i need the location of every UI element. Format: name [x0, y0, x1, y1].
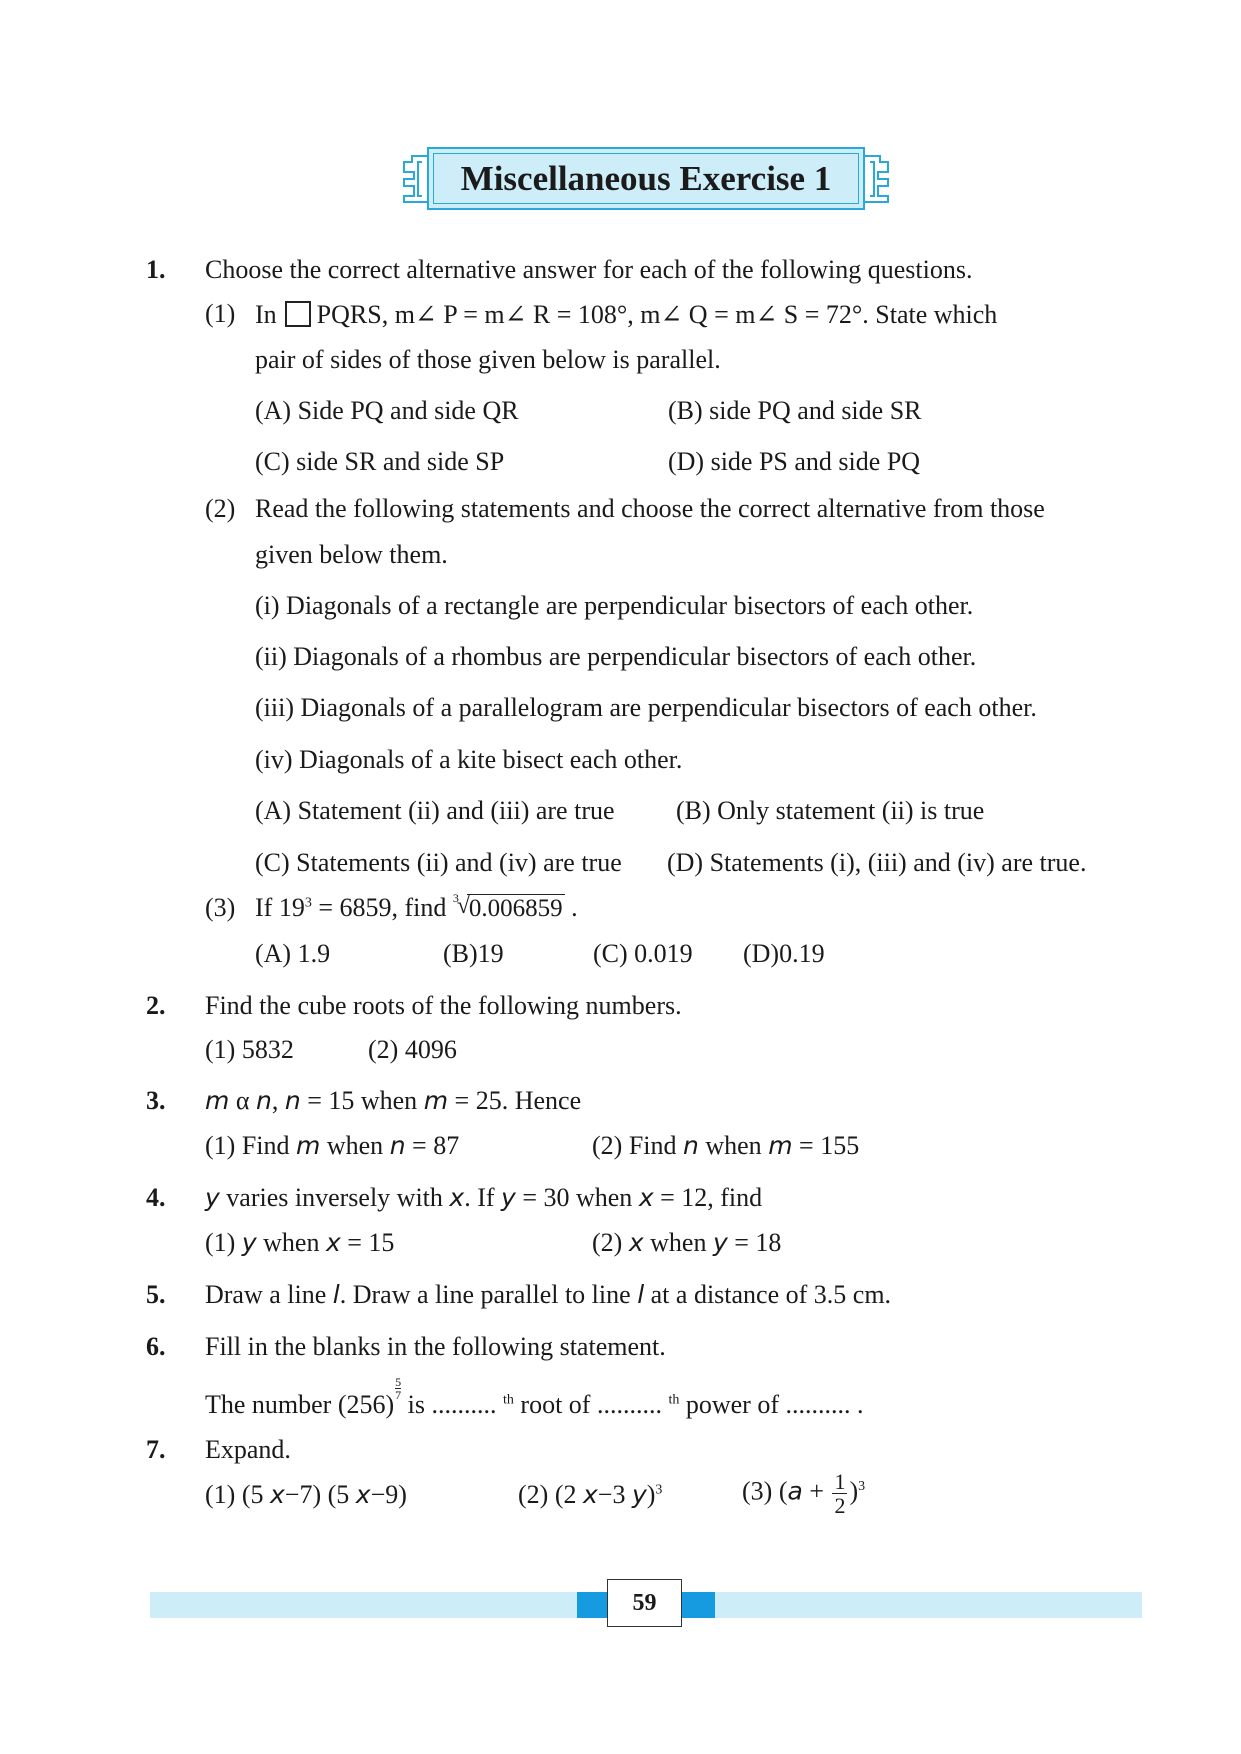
var-x: x: [638, 1183, 654, 1212]
var: y: [241, 1228, 257, 1257]
var-n: n: [284, 1086, 301, 1115]
option-a: (A) Statement (ii) and (iii) are true: [255, 796, 615, 825]
answer-item: (2) 4096: [368, 1035, 457, 1064]
text: = 30 when: [515, 1183, 639, 1212]
text: (2) (2: [518, 1480, 583, 1509]
subquestion-line: [255, 891, 578, 922]
statement-4: (iv) Diagonals of a kite bisect each other.: [255, 745, 683, 774]
find-text: = 6859, find: [311, 893, 453, 922]
text: when: [320, 1131, 390, 1160]
text: (2): [592, 1228, 629, 1257]
footer-accent-left: [577, 1592, 611, 1618]
radical-sign-icon: √: [456, 893, 471, 919]
subquestion-line: Read the following statements and choose the correct alternative from those: [255, 494, 1045, 523]
text: = 87: [405, 1131, 460, 1160]
question-number: 6.: [146, 1332, 166, 1361]
question-text: Choose the correct alternative answer for each of the following questions.: [205, 255, 973, 284]
text: when: [698, 1131, 769, 1160]
expand-item: [742, 1470, 865, 1517]
text: . If: [464, 1183, 502, 1212]
text: −9): [370, 1480, 407, 1509]
answer-item: [205, 1230, 394, 1256]
text: = 18: [727, 1228, 782, 1257]
question-number: 2.: [146, 991, 166, 1020]
var-l: l: [332, 1280, 340, 1309]
page-number: 59: [607, 1579, 682, 1627]
text: (3) (: [742, 1476, 788, 1506]
text: Draw a line: [205, 1280, 333, 1309]
var-m: m: [423, 1086, 449, 1115]
option-c: (C) 0.019: [593, 939, 693, 968]
th-suffix: th: [668, 1392, 680, 1408]
option-d: (D) side PS and side PQ: [668, 447, 921, 476]
option-d: (D)0.19: [743, 939, 825, 968]
answer-item: [592, 1133, 859, 1159]
question-text: Fill in the blanks in the following statement.: [205, 1332, 666, 1361]
text: (1) (5: [205, 1480, 270, 1509]
option-c: (C) side SR and side SP: [255, 447, 505, 476]
var-a: a: [787, 1476, 803, 1506]
var: y: [712, 1228, 728, 1257]
if-text: If 19: [255, 893, 305, 922]
var-n: n: [255, 1086, 272, 1115]
var-m: m: [205, 1086, 230, 1115]
option-a: (A) 1.9: [255, 939, 331, 968]
th-suffix: th: [503, 1392, 514, 1408]
text: = 15: [340, 1228, 395, 1257]
exp-denominator: 7: [395, 1388, 402, 1402]
denominator: 2: [834, 1493, 846, 1519]
question-text: Expand.: [205, 1435, 291, 1464]
root-index: 3: [452, 891, 459, 905]
var: n: [389, 1131, 406, 1160]
fill-blank-statement: [205, 1376, 863, 1418]
subquestion-line: given below them.: [255, 540, 448, 569]
in-label: In: [255, 300, 277, 329]
title-ornament-left-icon: [400, 152, 430, 206]
subquestion-number: (3): [205, 893, 236, 922]
question-number: 7.: [146, 1435, 166, 1464]
text: is ..........: [401, 1390, 504, 1419]
period: .: [571, 893, 578, 922]
var-x: x: [355, 1480, 371, 1509]
radicand: 0.006859: [468, 895, 563, 922]
angle-statement: PQRS, m∠ P = m∠ R = 108°, m∠ Q = m∠ S = 72°. State which: [316, 300, 998, 329]
statement-1: (i) Diagonals of a rectangle are perpendicular bisectors of each other.: [255, 591, 974, 620]
statement-3: (iii) Diagonals of a parallelogram are perpendicular bisectors of each other.: [255, 693, 1037, 722]
exp-numerator: 5: [395, 1375, 402, 1389]
option-d: (D) Statements (i), (iii) and (iv) are true.: [667, 848, 1087, 877]
text: ): [646, 1480, 656, 1509]
text: +: [802, 1476, 831, 1506]
option-c: (C) Statements (ii) and (iv) are true: [255, 848, 622, 877]
subquestion-number: (2): [205, 494, 236, 523]
text: The number: [205, 1390, 338, 1419]
alpha: α: [229, 1086, 256, 1115]
exponent: 3: [858, 1478, 866, 1494]
text: root of ..........: [513, 1390, 669, 1419]
text: (1): [205, 1228, 242, 1257]
var-y: y: [631, 1480, 647, 1509]
exponent: 3: [655, 1482, 663, 1498]
numerator: 1: [834, 1469, 846, 1494]
title-ornament-right-icon: [862, 152, 892, 206]
answer-item: [592, 1230, 781, 1256]
var-l: l: [637, 1280, 645, 1309]
subquestion-line: [255, 301, 997, 328]
footer-accent-right: [681, 1592, 715, 1618]
var: x: [325, 1228, 341, 1257]
var-y: y: [501, 1183, 516, 1212]
var-y: y: [205, 1183, 220, 1212]
text: ): [849, 1476, 859, 1506]
quadrilateral-square-icon: [285, 301, 311, 327]
page-title: Miscellaneous Exercise 1: [427, 147, 865, 210]
var: x: [628, 1228, 644, 1257]
text: ,: [271, 1086, 285, 1115]
var-x: x: [449, 1183, 465, 1212]
subquestion-line: pair of sides of those given below is parallel.: [255, 345, 721, 374]
question-number: 3.: [146, 1086, 166, 1115]
text: = 15 when: [300, 1086, 424, 1115]
text: = 25. Hence: [448, 1086, 582, 1115]
text: = 155: [792, 1131, 860, 1160]
option-b: (B)19: [443, 939, 504, 968]
answer-item: (1) 5832: [205, 1035, 294, 1064]
option-b: (B) Only statement (ii) is true: [676, 796, 985, 825]
text: at a distance of 3.5 cm.: [644, 1280, 892, 1309]
question-text: [205, 1088, 581, 1114]
text: −3: [597, 1480, 632, 1509]
text: (2) Find: [592, 1131, 683, 1160]
text: . Draw a line parallel to line: [339, 1280, 638, 1309]
statement-2: (ii) Diagonals of a rhombus are perpendicular bisectors of each other.: [255, 642, 977, 671]
cube-root: [452, 891, 565, 922]
var: m: [768, 1131, 793, 1160]
expand-item: [205, 1482, 407, 1508]
exponent: 3: [304, 895, 312, 911]
question-text: [205, 1185, 762, 1211]
question-text: [205, 1282, 891, 1308]
text: when: [643, 1228, 713, 1257]
option-b: (B) side PQ and side SR: [668, 396, 922, 425]
question-number: 1.: [146, 255, 166, 284]
text: −7) (5: [284, 1480, 356, 1509]
text: when: [256, 1228, 326, 1257]
text: = 12, find: [653, 1183, 763, 1212]
subquestion-number: (1): [205, 299, 236, 328]
option-a: (A) Side PQ and side QR: [255, 396, 519, 425]
question-text: Find the cube roots of the following numbers.: [205, 991, 682, 1020]
question-number: 4.: [146, 1183, 166, 1212]
var: n: [683, 1131, 699, 1160]
fraction-half: [832, 1470, 847, 1517]
question-number: 5.: [146, 1280, 166, 1309]
expand-item: [518, 1482, 662, 1508]
var-x: x: [269, 1480, 285, 1509]
text: (1) Find: [205, 1131, 296, 1160]
var: m: [296, 1131, 321, 1160]
var-x: x: [582, 1480, 598, 1509]
base: (256): [337, 1390, 395, 1419]
answer-item: [205, 1133, 459, 1159]
text: power of .......... .: [679, 1390, 864, 1419]
text: varies inversely with: [219, 1183, 450, 1212]
